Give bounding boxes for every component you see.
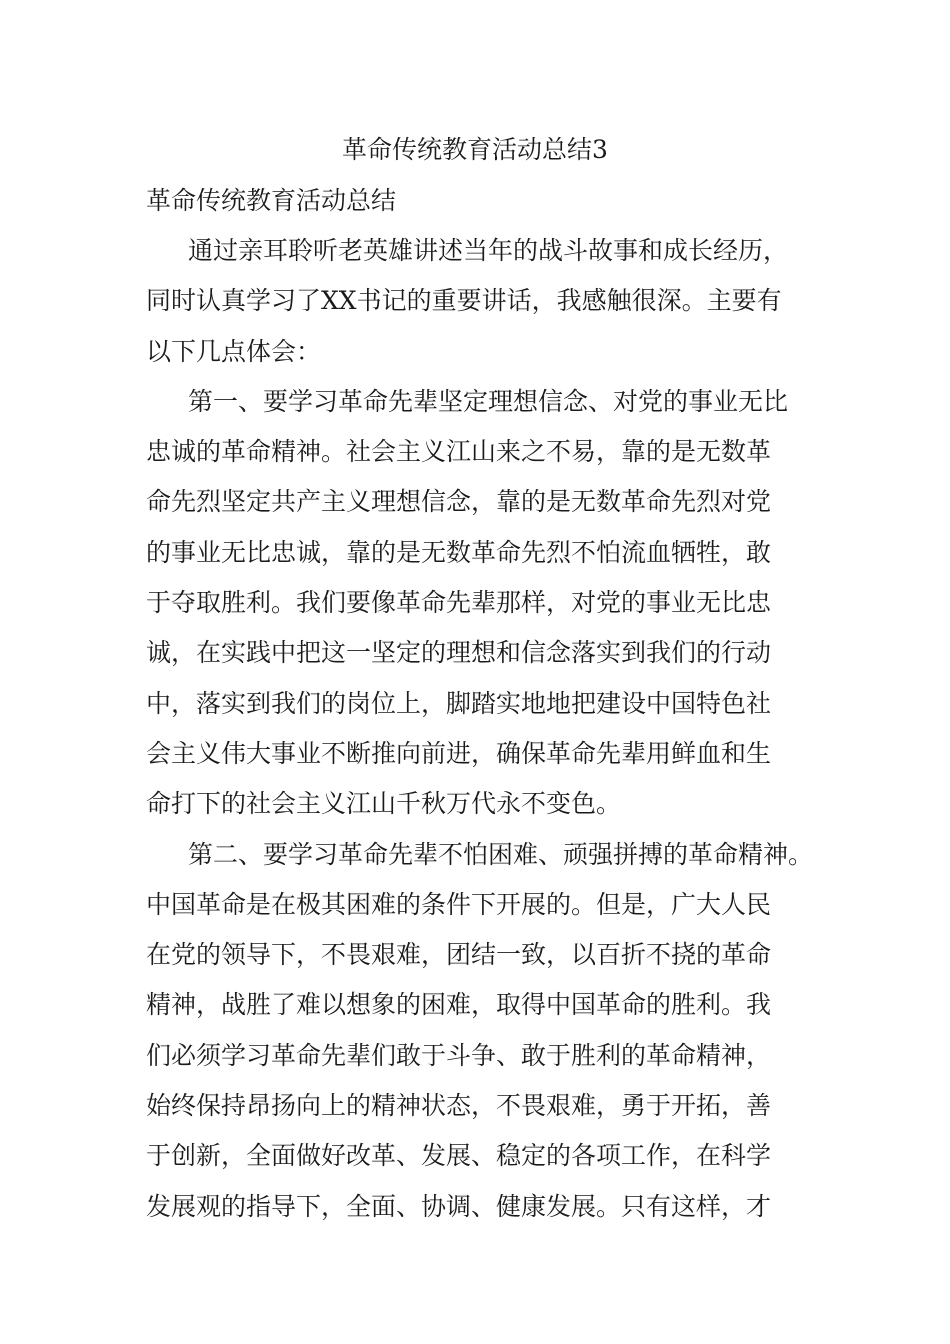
paragraph-line: 忠诚的革命精神。社会主义江山来之不易，靠的是无数革 [146,437,772,467]
paragraph-line: 第二、要学习革命先辈不怕困难、顽强拼搏的革命精神。 [188,839,814,869]
paragraph-line: 发展观的指导下，全面、协调、健康发展。只有这样，才 [146,1191,772,1221]
paragraph-line: 同时认真学习了XX书记的重要讲话，我感触很深。主要有 [146,286,782,316]
paragraph-line: 中国革命是在极其困难的条件下开展的。但是，广大人民 [146,889,772,919]
paragraph-3 [146,830,816,1232]
paragraph-line: 在党的领导下，不畏艰难，团结一致，以百折不挠的革命 [146,940,772,970]
paragraph-line: 通过亲耳聆听老英雄讲述当年的战斗故事和成长经历， [188,236,789,265]
paragraph-line: 于夺取胜利。我们要像革命先辈那样，对党的事业无比忠 [146,588,772,618]
paragraph-line: 精神，战胜了难以想象的困难，取得中国革命的胜利。我 [146,990,772,1020]
paragraph-line: 的事业无比忠诚，靠的是无数革命先烈不怕流血牺牲，敢 [146,537,772,567]
paragraph-line: 第一、要学习革命先辈坚定理想信念、对党的事业无比 [188,386,789,416]
paragraph-line: 中，落实到我们的岗位上，脚踏实地地把建设中国特色社 [146,688,772,718]
paragraph-line: 命打下的社会主义江山千秋万代永不变色。 [146,789,622,819]
paragraph-line: 以下几点体会： [146,336,322,366]
paragraph-line: 于创新，全面做好改革、发展、稳定的各项工作，在科学 [146,1141,772,1171]
paragraph-1 [146,226,816,377]
paragraph-line: 始终保持昂扬向上的精神状态，不畏艰难，勇于开拓，善 [146,1091,772,1121]
document-subtitle: 革命传统教育活动总结 [146,186,397,215]
paragraph-line: 诚，在实践中把这一坚定的理想和信念落实到我们的行动 [146,638,772,668]
paragraph-line: 们必须学习革命先辈们敢于斗争、敢于胜利的革命精神， [146,1040,772,1070]
document-title: 革命传统教育活动总结3 [342,135,608,164]
document-body [146,176,816,1232]
paragraph-line: 会主义伟大事业不断推向前进，确保革命先辈用鲜血和生 [146,738,772,768]
paragraph-line: 命先烈坚定共产主义理想信念，靠的是无数革命先烈对党 [146,487,772,517]
paragraph-2 [146,377,816,830]
